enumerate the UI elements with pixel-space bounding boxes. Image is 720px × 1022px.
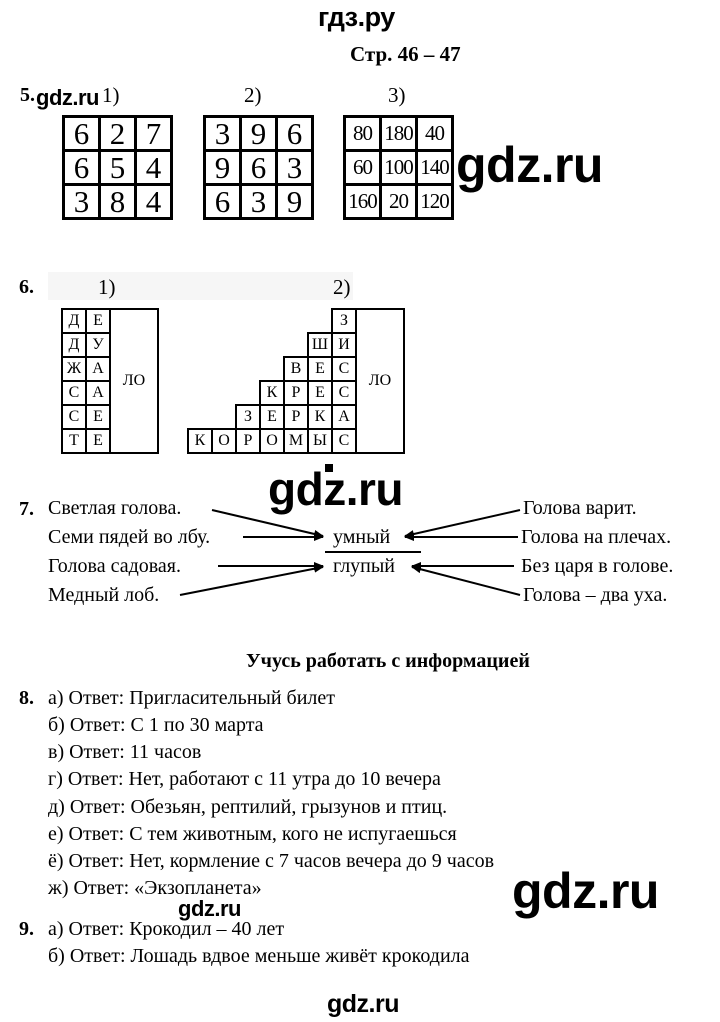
center-word-stupid: глупый — [333, 555, 396, 577]
crossword-cell: О — [211, 428, 237, 454]
grid-cell: 6 — [64, 117, 100, 151]
answer-line: ё) Ответ: Нет, кормление с 7 часов вечера до 9 часов — [48, 850, 495, 872]
exercise-7-number: 7. — [19, 498, 34, 520]
grid-cell: 80 — [345, 117, 381, 151]
crossword-cell: М — [283, 428, 309, 454]
crossword-cell: З — [331, 308, 357, 334]
left-phrase: Семи пядей во лбу. — [48, 526, 211, 548]
grid-cell: 120 — [417, 185, 453, 219]
grid-cell: 9 — [205, 151, 241, 185]
page-reference: Стр. 46 – 47 — [350, 42, 461, 66]
crossword-cell: Ж — [61, 356, 87, 382]
exercise-5-label-2: 2) — [244, 83, 262, 107]
watermark: gdz.ru — [268, 463, 403, 515]
grid-cell: 4 — [136, 151, 172, 185]
right-phrase: Без царя в голове. — [521, 555, 674, 577]
site-header-title: гдз.ру — [318, 2, 395, 32]
watermark: gdz.ru — [456, 137, 603, 193]
magic-square-1 — [62, 115, 173, 220]
crossword-cell: А — [331, 404, 357, 430]
crossword-cell: А — [85, 356, 111, 382]
right-phrase: Голова варит. — [523, 497, 637, 519]
crossword-cell: С — [331, 428, 357, 454]
crossword-cell: З — [235, 404, 261, 430]
crossword-cell: Е — [259, 404, 285, 430]
grid-cell: 6 — [277, 117, 313, 151]
answer-line: в) Ответ: 11 часов — [48, 741, 202, 763]
grid-cell: 3 — [241, 185, 277, 219]
grid-cell: 4 — [136, 185, 172, 219]
exercise-6-label-1: 1) — [98, 275, 116, 299]
exercise-5-label-3: 3) — [388, 83, 406, 107]
left-phrase: Медный лоб. — [48, 584, 160, 606]
grid-cell: 9 — [277, 185, 313, 219]
crossword-cell: Е — [307, 380, 333, 406]
crossword-cell: Ы — [307, 428, 333, 454]
answer-line: ж) Ответ: «Экзопланета» — [48, 877, 262, 899]
grid-cell: 3 — [64, 185, 100, 219]
grid-cell: 100 — [381, 151, 417, 185]
crossword-cell: Д — [61, 332, 87, 358]
crossword-cell: К — [259, 380, 285, 406]
left-phrase: Голова садовая. — [48, 555, 182, 577]
grid-cell: 7 — [136, 117, 172, 151]
suffix-box: ЛО — [109, 308, 159, 454]
exercise-6-label-band — [48, 272, 353, 300]
crossword-cell: О — [259, 428, 285, 454]
crossword-cell: Е — [85, 428, 111, 454]
grid-cell: 2 — [100, 117, 136, 151]
crossword-cell: К — [187, 428, 213, 454]
grid-cell: 40 — [417, 117, 453, 151]
divider-line — [325, 551, 421, 553]
grid-cell: 6 — [241, 151, 277, 185]
grid-cell: 140 — [417, 151, 453, 185]
grid-cell: 8 — [100, 185, 136, 219]
crossword-cell: Е — [85, 404, 111, 430]
exercise-9-number: 9. — [19, 918, 34, 940]
crossword-cell: К — [307, 404, 333, 430]
crossword-cell: Р — [283, 380, 309, 406]
crossword-cell: Т — [61, 428, 87, 454]
right-phrase: Голова – два уха. — [523, 584, 668, 606]
right-phrase: Голова на плечах. — [521, 526, 672, 548]
grid-cell: 160 — [345, 185, 381, 219]
grid-cell: 60 — [345, 151, 381, 185]
crossword-cell: Ш — [307, 332, 333, 358]
watermark: gdz.ru — [327, 990, 399, 1018]
crossword-cell: С — [331, 380, 357, 406]
crossword-cell: И — [331, 332, 357, 358]
grid-cell: 6 — [205, 185, 241, 219]
answer-line: г) Ответ: Нет, работают с 11 утра до 10 вечера — [48, 768, 441, 790]
grid-cell: 20 — [381, 185, 417, 219]
answer-line: е) Ответ: С тем животным, кого не испугаешься — [48, 823, 457, 845]
watermark: gdz.ru — [178, 896, 241, 921]
watermark: gdz.ru — [36, 85, 99, 110]
crossword-cell: У — [85, 332, 111, 358]
exercise-5-number: 5. — [20, 84, 35, 106]
crossword-cell: С — [331, 356, 357, 382]
magic-square-3 — [343, 115, 454, 220]
section-title: Учусь работать с информацией — [246, 650, 530, 672]
grid-cell: 9 — [241, 117, 277, 151]
crossword-cell: Д — [61, 308, 87, 334]
crossword-cell: Е — [307, 356, 333, 382]
answer-line: д) Ответ: Обезьян, рептилий, грызунов и птиц. — [48, 796, 448, 818]
answer-line: а) Ответ: Пригласительный билет — [48, 687, 336, 709]
answer-line: б) Ответ: С 1 по 30 марта — [48, 714, 264, 736]
answer-line: б) Ответ: Лошадь вдвое меньше живёт крокодила — [48, 945, 470, 967]
crossword-cell: С — [61, 404, 87, 430]
grid-cell: 6 — [64, 151, 100, 185]
suffix-box: ЛО — [355, 308, 405, 454]
exercise-8-number: 8. — [19, 687, 34, 709]
answer-line: а) Ответ: Крокодил – 40 лет — [48, 918, 285, 940]
exercise-5-label-1: 1) — [102, 83, 120, 107]
center-word-smart: умный — [333, 526, 391, 548]
crossword-cell: С — [61, 380, 87, 406]
crossword-cell: В — [283, 356, 309, 382]
magic-square-2 — [203, 115, 314, 220]
grid-cell: 180 — [381, 117, 417, 151]
grid-cell: 3 — [277, 151, 313, 185]
crossword-cell: Р — [283, 404, 309, 430]
exercise-6-label-2: 2) — [333, 275, 351, 299]
grid-cell: 5 — [100, 151, 136, 185]
crossword-cell: Е — [85, 308, 111, 334]
crossword-cell: Р — [235, 428, 261, 454]
left-phrase: Светлая голова. — [48, 497, 182, 519]
exercise-6-number: 6. — [19, 276, 34, 298]
grid-cell: 3 — [205, 117, 241, 151]
watermark: gdz.ru — [512, 863, 659, 919]
crossword-cell: А — [85, 380, 111, 406]
